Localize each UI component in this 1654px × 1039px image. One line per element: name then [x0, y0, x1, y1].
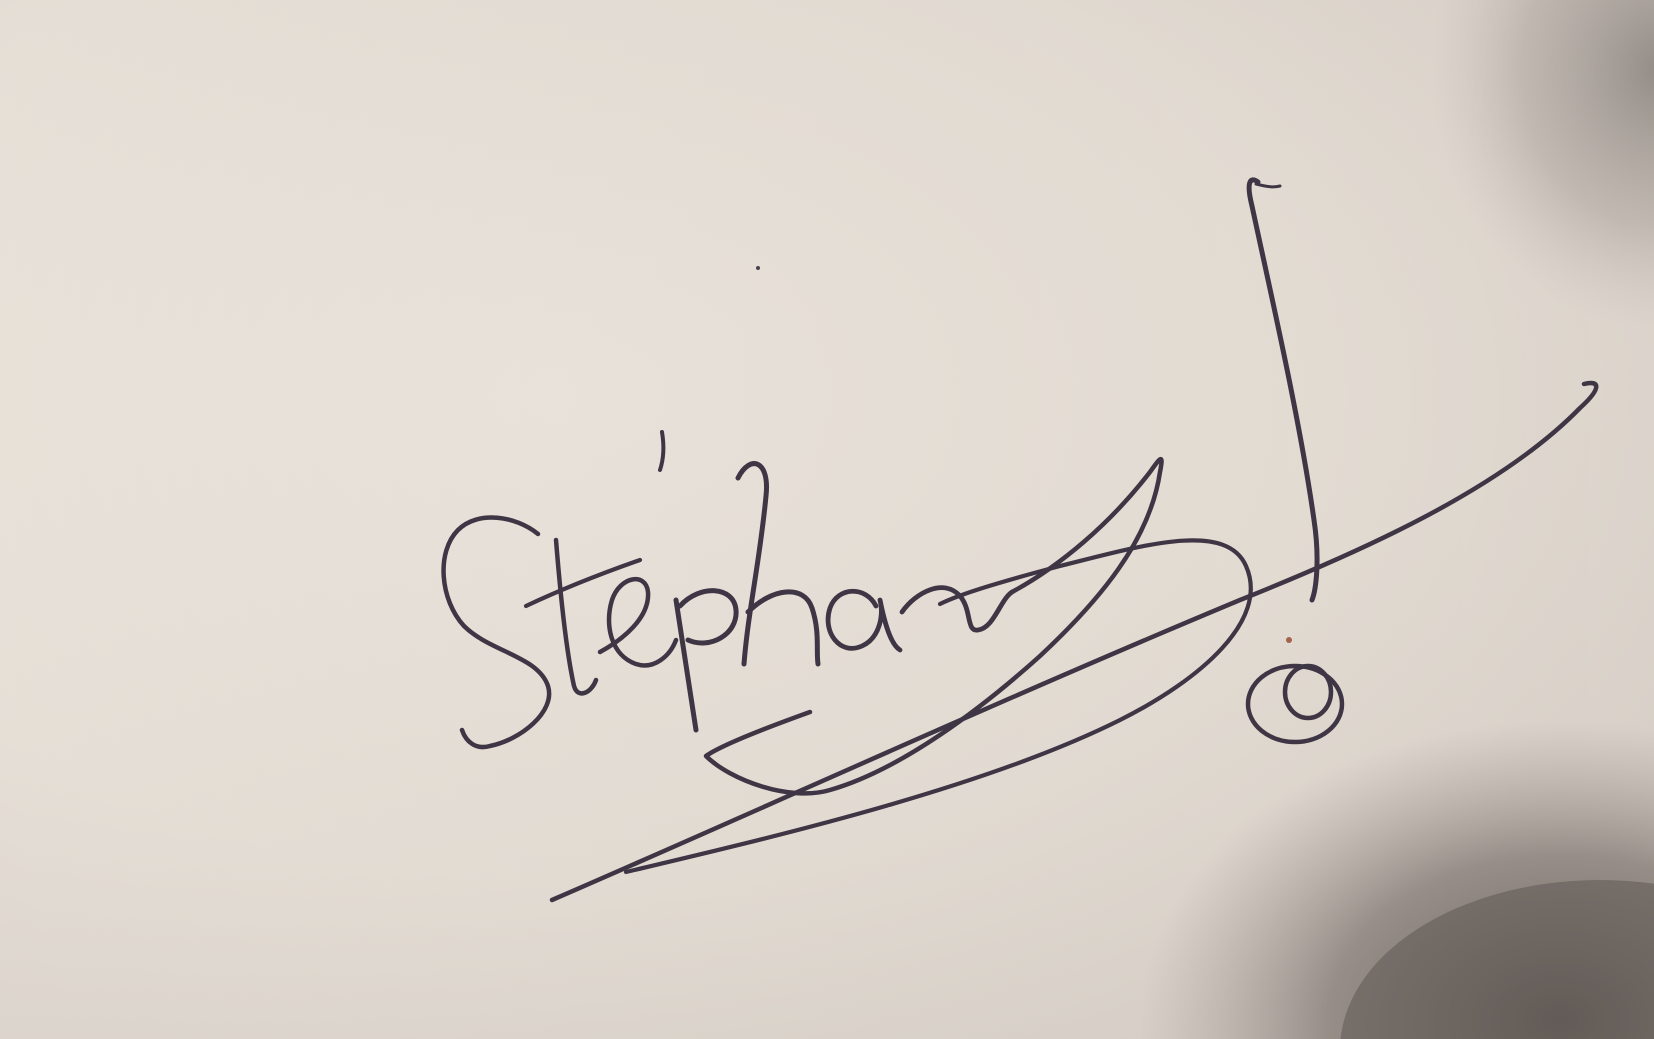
ink-speck: [756, 266, 760, 270]
ink-speck: [1286, 637, 1292, 643]
